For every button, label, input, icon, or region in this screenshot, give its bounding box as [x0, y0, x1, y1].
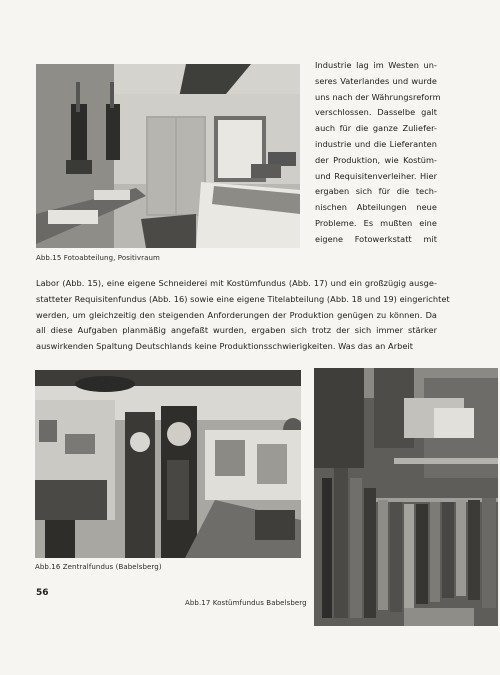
- text-line: nischen Abteilungen neue: [315, 202, 437, 213]
- prop-store-image: [35, 370, 301, 558]
- page-number: 56: [36, 588, 49, 598]
- darkroom-image: [36, 64, 300, 248]
- body-text: [36, 276, 450, 355]
- text-line: Labor (Abb. 15), eine eigene Schneiderei mit Kostümfundus (Abb. 17) und ein großzügig ausge-: [36, 278, 437, 288]
- text-line: Probleme. Es mußten eine: [315, 217, 437, 228]
- costume-store-image: [314, 368, 498, 626]
- text-line: verschlossen. Dasselbe galt: [315, 107, 437, 118]
- text-line: statteter Requisitenfundus (Abb. 16) sowie eine eigene Titelabteilung (Abb. 18 und 19) eingerichtet: [36, 293, 450, 304]
- figure-17-caption: Abb.17 Kostümfundus Babelsberg: [185, 599, 307, 607]
- text-line: industrie und die Lieferanten: [315, 138, 437, 149]
- text-line: und Requisitenverleiher. Hier: [315, 170, 437, 181]
- photo-darkroom: [36, 64, 300, 248]
- text-line: Industrie lag im Westen un-: [315, 60, 437, 70]
- text-line: ergaben sich für die tech-: [315, 186, 437, 197]
- figure-15-caption: Abb.15 Fotoabteilung, Positivraum: [36, 254, 160, 262]
- text-line: werden, um gleichzeitig den steigenden Anforderungen der Produktion genügen zu können. Da: [36, 309, 437, 320]
- text-line: der Produktion, wie Kostüm-: [315, 154, 437, 165]
- figure-16-caption: Abb.16 Zentralfundus (Babelsberg): [35, 563, 162, 571]
- text-line: eigene Fotowerkstatt mit: [315, 233, 437, 244]
- photo-costume-store: [314, 368, 498, 626]
- photo-prop-store: [35, 370, 301, 558]
- text-line: all diese Aufgaben planmäßig angefaßt wurden, ergaben sich trotz der sich immer stärker: [36, 325, 437, 336]
- text-line: uns nach der Währungsreform: [315, 91, 441, 102]
- column-text: [315, 58, 441, 248]
- text-line: seres Vaterlandes und wurde: [315, 75, 437, 86]
- text-line: auch für die ganze Zuliefer-: [315, 123, 437, 134]
- text-line: auswirkenden Spaltung Deutschlands keine Produktionsschwierigkeiten. Was das an Arbeit: [36, 341, 414, 352]
